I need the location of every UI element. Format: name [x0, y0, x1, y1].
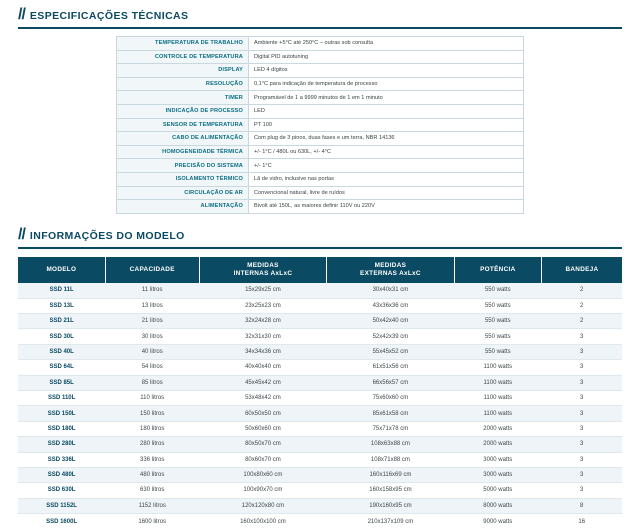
- spec-value: Convencional natural, livre de ruídos: [249, 186, 524, 200]
- cell-potencia: 2000 watts: [454, 437, 541, 452]
- cell-bandeja: 2: [541, 298, 622, 313]
- spec-value: Programável de 1 a 9999 minutos de 1 em 1 minuto: [249, 91, 524, 105]
- table-row: [18, 467, 622, 482]
- table-row: [18, 452, 622, 467]
- table-row: [18, 437, 622, 452]
- cell-medidas-internas: 34x34x36 cm: [199, 344, 327, 359]
- cell-capacidade: 280 litros: [105, 437, 199, 452]
- spec-value: +/- 1°C / 480L ou 630L, +/- 4°C: [249, 145, 524, 159]
- cell-potencia: 550 watts: [454, 314, 541, 329]
- cell-bandeja: 2: [541, 283, 622, 298]
- column-header-potencia: [454, 257, 541, 283]
- spec-value: LED: [249, 104, 524, 118]
- cell-modelo: SSD 1152L: [18, 498, 105, 513]
- cell-modelo: SSD 180L: [18, 421, 105, 436]
- table-row: [18, 483, 622, 498]
- cell-medidas-internas: 50x60x60 cm: [199, 421, 327, 436]
- cell-medidas-internas: 32x24x28 cm: [199, 314, 327, 329]
- cell-capacidade: 480 litros: [105, 467, 199, 482]
- table-row: [18, 329, 622, 344]
- models-table: [18, 257, 622, 529]
- header-line-1: MODELO: [46, 265, 77, 273]
- cell-medidas-internas: 80x60x70 cm: [199, 452, 327, 467]
- cell-medidas-externas: 108x71x88 cm: [327, 452, 455, 467]
- cell-medidas-externas: 85x61x58 cm: [327, 406, 455, 421]
- cell-bandeja: 3: [541, 375, 622, 390]
- column-header-bandeja: [541, 257, 622, 283]
- models-section-header: [18, 226, 622, 244]
- table-row: [117, 118, 524, 132]
- cell-medidas-externas: 61x51x56 cm: [327, 360, 455, 375]
- cell-medidas-externas: 52x42x39 cm: [327, 329, 455, 344]
- spec-label: CIRCULAÇÃO DE AR: [117, 186, 249, 200]
- cell-bandeja: 3: [541, 437, 622, 452]
- cell-potencia: 9000 watts: [454, 514, 541, 529]
- cell-capacidade: 1600 litros: [105, 514, 199, 529]
- cell-medidas-externas: 160x158x95 cm: [327, 483, 455, 498]
- spec-label: ALIMENTAÇÃO: [117, 200, 249, 214]
- spec-value: 0,1°C para indicação de temperatura de processo: [249, 77, 524, 91]
- cell-bandeja: 16: [541, 514, 622, 529]
- header-line-1: POTÊNCIA: [480, 265, 516, 273]
- cell-medidas-externas: 55x45x52 cm: [327, 344, 455, 359]
- header-line-1: CAPACIDADE: [129, 265, 175, 273]
- cell-modelo: SSD 85L: [18, 375, 105, 390]
- models-section-title: INFORMAÇÕES DO MODELO: [29, 229, 185, 242]
- table-row: [117, 145, 524, 159]
- spec-value: LED 4 dígitos: [249, 64, 524, 78]
- cell-modelo: SSD 13L: [18, 298, 105, 313]
- header-line-2: EXTERNAS AxLxC: [360, 269, 421, 277]
- cell-capacidade: 11 litros: [105, 283, 199, 298]
- table-row: [117, 104, 524, 118]
- spec-label: TEMPERATURA DE TRABALHO: [117, 37, 249, 51]
- cell-medidas-internas: 45x45x42 cm: [199, 375, 327, 390]
- cell-bandeja: 3: [541, 421, 622, 436]
- cell-modelo: SSD 280L: [18, 437, 105, 452]
- table-row: [18, 360, 622, 375]
- spec-label: ISOLAMENTO TÉRMICO: [117, 172, 249, 186]
- column-header-modelo: [18, 257, 105, 283]
- cell-medidas-externas: 75x71x78 cm: [327, 421, 455, 436]
- cell-capacidade: 85 litros: [105, 375, 199, 390]
- cell-potencia: 1100 watts: [454, 390, 541, 405]
- cell-capacidade: 336 litros: [105, 452, 199, 467]
- cell-bandeja: 8: [541, 498, 622, 513]
- cell-bandeja: 3: [541, 390, 622, 405]
- header-line-1: MEDIDAS: [374, 261, 407, 269]
- spec-value: Ambiente +5°C até 250°C – outras sob consulta: [249, 37, 524, 51]
- table-row: [18, 421, 622, 436]
- cell-modelo: SSD 1600L: [18, 514, 105, 529]
- spec-value: Lã de vidro, inclusive nas portas: [249, 172, 524, 186]
- cell-modelo: SSD 64L: [18, 360, 105, 375]
- table-row: [18, 498, 622, 513]
- spec-label: DISPLAY: [117, 64, 249, 78]
- cell-medidas-internas: 80x50x70 cm: [199, 437, 327, 452]
- table-row: [117, 50, 524, 64]
- spec-label: HOMOGENEIDADE TÉRMICA: [117, 145, 249, 159]
- cell-capacidade: 1152 litros: [105, 498, 199, 513]
- cell-medidas-internas: 60x50x50 cm: [199, 406, 327, 421]
- table-row: [18, 298, 622, 313]
- cell-bandeja: 3: [541, 467, 622, 482]
- table-row: [18, 314, 622, 329]
- table-row: [117, 37, 524, 51]
- specs-section: [18, 6, 622, 214]
- table-row: [18, 390, 622, 405]
- slashes-decoration: //: [18, 6, 25, 23]
- cell-potencia: 1100 watts: [454, 406, 541, 421]
- cell-bandeja: 3: [541, 360, 622, 375]
- cell-modelo: SSD 30L: [18, 329, 105, 344]
- cell-bandeja: 3: [541, 344, 622, 359]
- cell-bandeja: 3: [541, 452, 622, 467]
- cell-capacidade: 40 litros: [105, 344, 199, 359]
- table-row: [117, 186, 524, 200]
- table-row: [18, 344, 622, 359]
- cell-capacidade: 630 litros: [105, 483, 199, 498]
- cell-medidas-externas: 75x60x60 cm: [327, 390, 455, 405]
- cell-medidas-internas: 23x25x23 cm: [199, 298, 327, 313]
- spec-label: PRECISÃO DO SISTEMA: [117, 159, 249, 173]
- cell-medidas-internas: 100x90x70 cm: [199, 483, 327, 498]
- table-row: [117, 172, 524, 186]
- cell-capacidade: 21 litros: [105, 314, 199, 329]
- cell-medidas-externas: 108x63x88 cm: [327, 437, 455, 452]
- cell-medidas-internas: 100x80x60 cm: [199, 467, 327, 482]
- header-line-2: INTERNAS AxLxC: [233, 269, 293, 277]
- cell-capacidade: 54 litros: [105, 360, 199, 375]
- specs-section-header: [18, 6, 622, 24]
- cell-modelo: SSD 630L: [18, 483, 105, 498]
- cell-modelo: SSD 40L: [18, 344, 105, 359]
- header-line-1: BANDEJA: [565, 265, 599, 273]
- cell-medidas-externas: 190x160x95 cm: [327, 498, 455, 513]
- cell-potencia: 3000 watts: [454, 452, 541, 467]
- cell-potencia: 550 watts: [454, 283, 541, 298]
- table-header-row: [18, 257, 622, 283]
- cell-bandeja: 3: [541, 483, 622, 498]
- cell-capacidade: 150 litros: [105, 406, 199, 421]
- spec-value: Digital PID autotuning: [249, 50, 524, 64]
- cell-modelo: SSD 480L: [18, 467, 105, 482]
- cell-potencia: 550 watts: [454, 329, 541, 344]
- column-header-medidas-internas: [199, 257, 327, 283]
- cell-capacidade: 13 litros: [105, 298, 199, 313]
- cell-modelo: SSD 11L: [18, 283, 105, 298]
- cell-medidas-externas: 210x137x109 cm: [327, 514, 455, 529]
- cell-potencia: 3000 watts: [454, 467, 541, 482]
- table-row: [117, 132, 524, 146]
- cell-potencia: 1100 watts: [454, 360, 541, 375]
- cell-capacidade: 180 litros: [105, 421, 199, 436]
- table-row: [18, 283, 622, 298]
- table-row: [117, 159, 524, 173]
- spec-label: CONTROLE DE TEMPERATURA: [117, 50, 249, 64]
- spec-label: RESOLUÇÃO: [117, 77, 249, 91]
- cell-potencia: 550 watts: [454, 344, 541, 359]
- cell-medidas-internas: 32x31x30 cm: [199, 329, 327, 344]
- spec-value: Bivolt até 150L, as maiores definir 110V ou 220V: [249, 200, 524, 214]
- header-line-1: MEDIDAS: [247, 261, 279, 269]
- table-row: [18, 375, 622, 390]
- cell-medidas-internas: 160x100x100 cm: [199, 514, 327, 529]
- cell-capacidade: 30 litros: [105, 329, 199, 344]
- cell-modelo: SSD 336L: [18, 452, 105, 467]
- cell-medidas-externas: 50x42x40 cm: [327, 314, 455, 329]
- cell-modelo: SSD 150L: [18, 406, 105, 421]
- table-row: [117, 77, 524, 91]
- spec-label: TIMER: [117, 91, 249, 105]
- cell-medidas-internas: 120x120x80 cm: [199, 498, 327, 513]
- cell-medidas-externas: 30x40x31 cm: [327, 283, 455, 298]
- cell-potencia: 5000 watts: [454, 483, 541, 498]
- specs-section-title: ESPECIFICAÇÕES TÉCNICAS: [29, 10, 189, 22]
- cell-potencia: 8000 watts: [454, 498, 541, 513]
- cell-potencia: 550 watts: [454, 298, 541, 313]
- cell-bandeja: 2: [541, 314, 622, 329]
- cell-bandeja: 3: [541, 329, 622, 344]
- cell-medidas-externas: 160x116x69 cm: [327, 467, 455, 482]
- cell-modelo: SSD 110L: [18, 390, 105, 405]
- specs-table: [116, 36, 524, 214]
- table-row: [117, 64, 524, 78]
- cell-medidas-internas: 53x48x42 cm: [199, 390, 327, 405]
- spec-label: INDICAÇÃO DE PROCESSO: [117, 104, 249, 118]
- cell-bandeja: 3: [541, 406, 622, 421]
- cell-modelo: SSD 21L: [18, 314, 105, 329]
- spec-value: PT 100: [249, 118, 524, 132]
- models-header-rule: [18, 247, 622, 249]
- cell-potencia: 2000 watts: [454, 421, 541, 436]
- cell-capacidade: 110 litros: [105, 390, 199, 405]
- column-header-medidas-externas: [327, 257, 455, 283]
- cell-potencia: 1100 watts: [454, 375, 541, 390]
- slashes-decoration: //: [18, 225, 25, 243]
- spec-label: SENSOR DE TEMPERATURA: [117, 118, 249, 132]
- spec-label: CABO DE ALIMENTAÇÃO: [117, 132, 249, 146]
- cell-medidas-internas: 40x40x40 cm: [199, 360, 327, 375]
- cell-medidas-externas: 66x56x57 cm: [327, 375, 455, 390]
- spec-value: Com plug de 3 pinos, duas fases e um terra, NBR 14136: [249, 132, 524, 146]
- table-row: [117, 91, 524, 105]
- column-header-capacidade: [105, 257, 199, 283]
- cell-medidas-externas: 43x36x36 cm: [327, 298, 455, 313]
- models-section: [18, 226, 622, 529]
- specs-header-rule: [18, 27, 622, 29]
- table-row: [18, 406, 622, 421]
- spec-value: +/- 1°C: [249, 159, 524, 173]
- table-row: [117, 200, 524, 214]
- table-row: [18, 514, 622, 529]
- cell-medidas-internas: 15x29x25 cm: [199, 283, 327, 298]
